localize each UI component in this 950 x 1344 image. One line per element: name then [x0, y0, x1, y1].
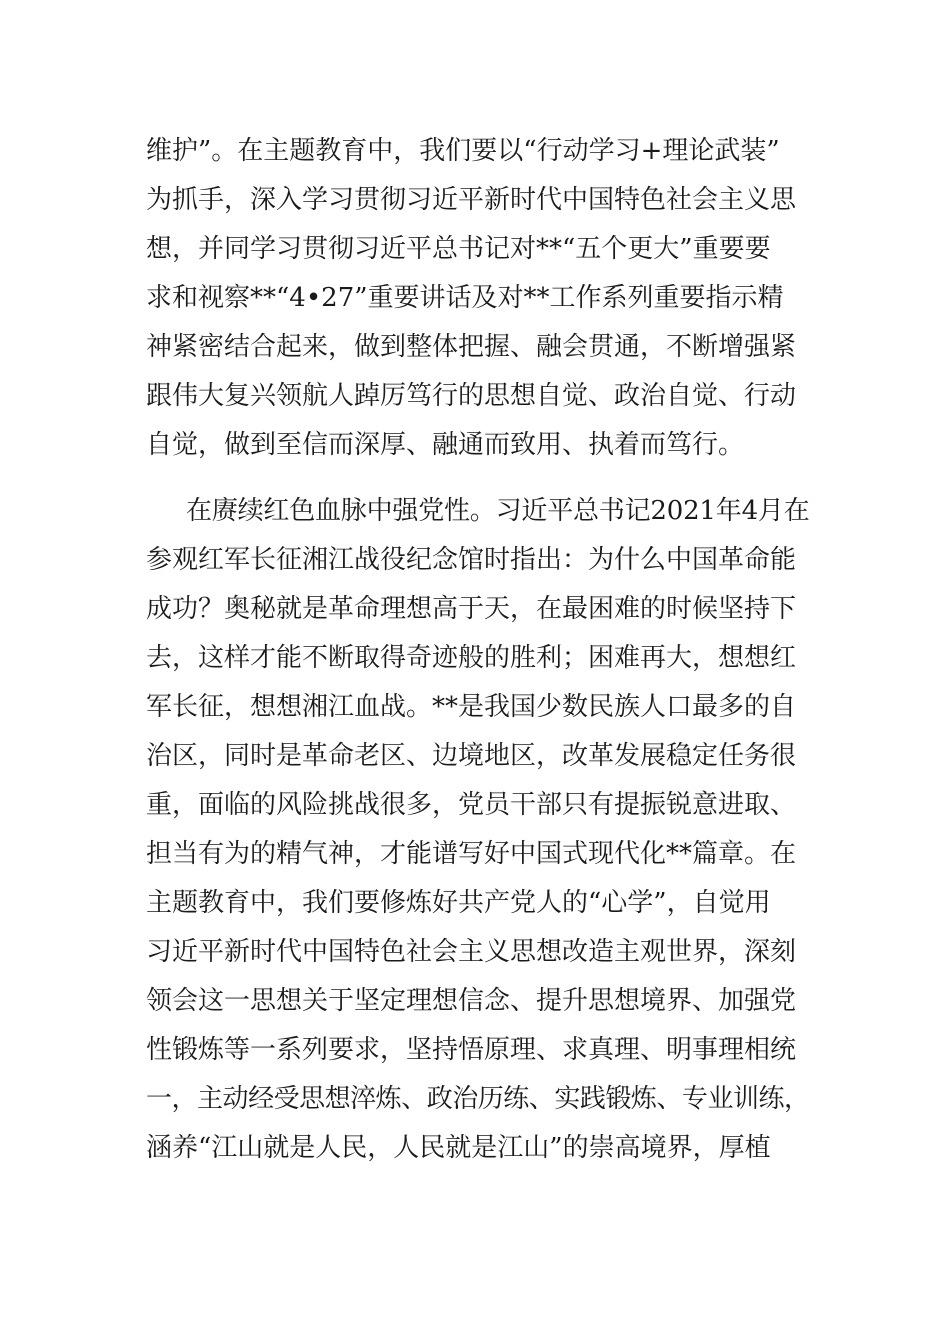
paragraph-1-line-1: 维护”。在主题教育中，我们要以“行动学习+理论武装” — [146, 136, 780, 166]
paragraph-2-line-13: 一，主动经受思想淬炼、政治历练、实践锻炼、专业训练， — [146, 1084, 810, 1114]
paragraph-1-line-7: 自觉，做到至信而深厚、融通而致用、执着而笃行。 — [146, 430, 745, 460]
paragraph-2-line-1: 在赓续红色血脉中强党性。习近平总书记2021年4月在 — [186, 496, 810, 526]
paragraph-2-line-10: 习近平新时代中国特色社会主义思想改造主观世界，深刻 — [146, 937, 797, 967]
paragraph-2-line-6: 治区，同时是革命老区、边境地区，改革发展稳定任务很 — [146, 741, 797, 771]
paragraph-2-line-9: 主题教育中，我们要修炼好共产党人的“心学”，自觉用 — [146, 888, 771, 918]
paragraph-2-line-4: 去，这样才能不断取得奇迹般的胜利；困难再大，想想红 — [146, 643, 797, 673]
paragraph-1-line-4: 求和视察**“4•27”重要讲话及对**工作系列重要指示精 — [146, 283, 784, 313]
paragraph-2-line-8: 担当有为的精气神，才能谱写好中国式现代化**篇章。在 — [146, 839, 797, 869]
paragraph-1-line-3: 想，并同学习贯彻习近平总书记对**“五个更大”重要要 — [146, 234, 771, 264]
paragraph-2-line-2: 参观红军长征湘江战役纪念馆时指出：为什么中国革命能 — [146, 545, 797, 575]
paragraph-1-line-2: 为抓手，深入学习贯彻习近平新时代中国特色社会主义思 — [146, 185, 797, 215]
paragraph-2-line-14: 涵养“江山就是人民，人民就是江山”的崇高境界，厚植 — [146, 1133, 771, 1163]
paragraph-2-line-12: 性锻炼等一系列要求，坚持悟原理、求真理、明事理相统 — [146, 1035, 797, 1065]
paragraph-2-line-11: 领会这一思想关于坚定理想信念、提升思想境界、加强党 — [146, 986, 797, 1016]
paragraph-1-line-6: 跟伟大复兴领航人踔厉笃行的思想自觉、政治自觉、行动 — [146, 381, 797, 411]
paragraph-2-line-7: 重，面临的风险挑战很多，党员干部只有提振锐意进取、 — [146, 790, 797, 820]
paragraph-1-line-5: 神紧密结合起来，做到整体把握、融会贯通，不断增强紧 — [146, 332, 797, 362]
paragraph-2-line-5: 军长征，想想湘江血战。**是我国少数民族人口最多的自 — [146, 692, 797, 722]
paragraph-2-line-3: 成功？奥秘就是革命理想高于天，在最困难的时候坚持下 — [146, 594, 797, 624]
